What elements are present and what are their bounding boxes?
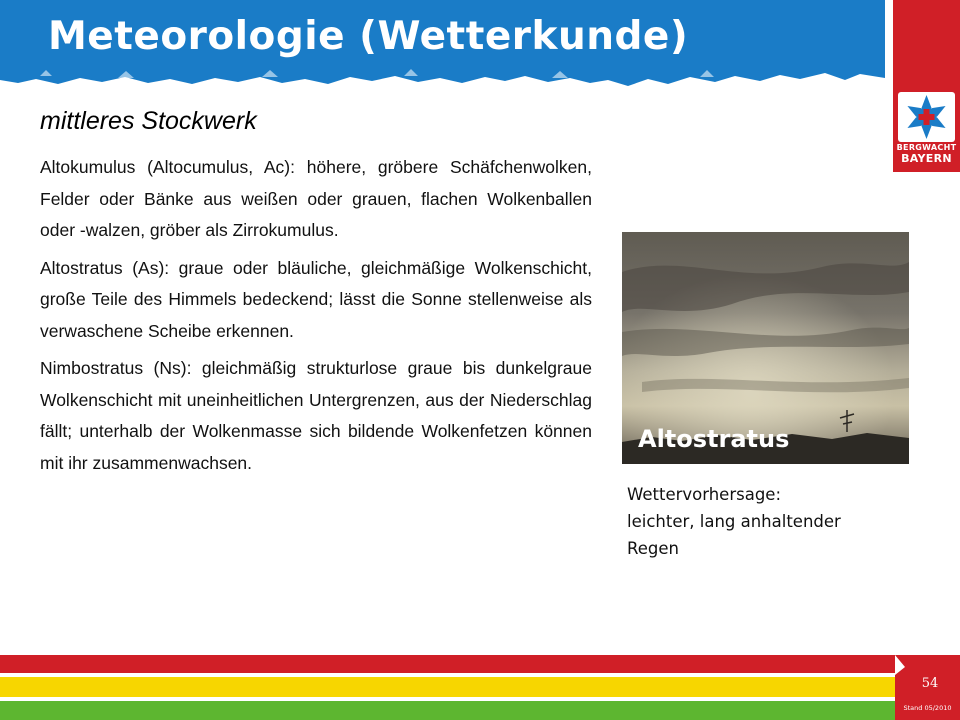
slide-title: Meteorologie (Wetterkunde)	[48, 14, 689, 59]
paragraph-altostratus: Altostratus (As): graue oder bläuliche, gleichmäßige Wolkenschicht, große Teile des Himmels bedeckend; lässt die Sonne stellenweise als verwaschene Scheibe erkennen.	[40, 257, 592, 341]
forecast-line: Regen	[627, 539, 679, 558]
forecast-line: leichter, lang anhaltender	[627, 512, 841, 531]
stand-date: Stand 05/2010	[903, 704, 952, 712]
paragraph-altokumulus: Altokumulus (Altocumulus, Ac): höhere, gröbere Schäfchenwolken, Felder oder Bänke aus weißen oder grauen, flachen Wolkenballen oder -walzen, gröber als Zirrokumulus.	[40, 157, 592, 240]
footer-stripes	[0, 655, 960, 720]
page-number: 54	[921, 676, 939, 691]
photo-caption-label: Altostratus	[638, 425, 790, 453]
forecast-heading: Wettervorhersage:	[627, 485, 782, 504]
logo-text-bayern: BAYERN	[901, 152, 952, 165]
body-text	[40, 152, 592, 485]
logo-text-bergwacht: BERGWACHT	[896, 143, 957, 152]
paragraph-nimbostratus: Nimbostratus (Ns): gleichmäßig strukturlose graue bis dunkelgraue Wolkenschicht mit uneinheitlichen Untergrenzen, aus der Niederschlag fällt; unterhalb der Wolkenmasse sich bildende Wolkenfetzen können mit ihr zusammenwachsen.	[40, 358, 592, 473]
forecast-text	[627, 481, 927, 562]
section-subtitle: mittleres Stockwerk	[40, 107, 257, 135]
